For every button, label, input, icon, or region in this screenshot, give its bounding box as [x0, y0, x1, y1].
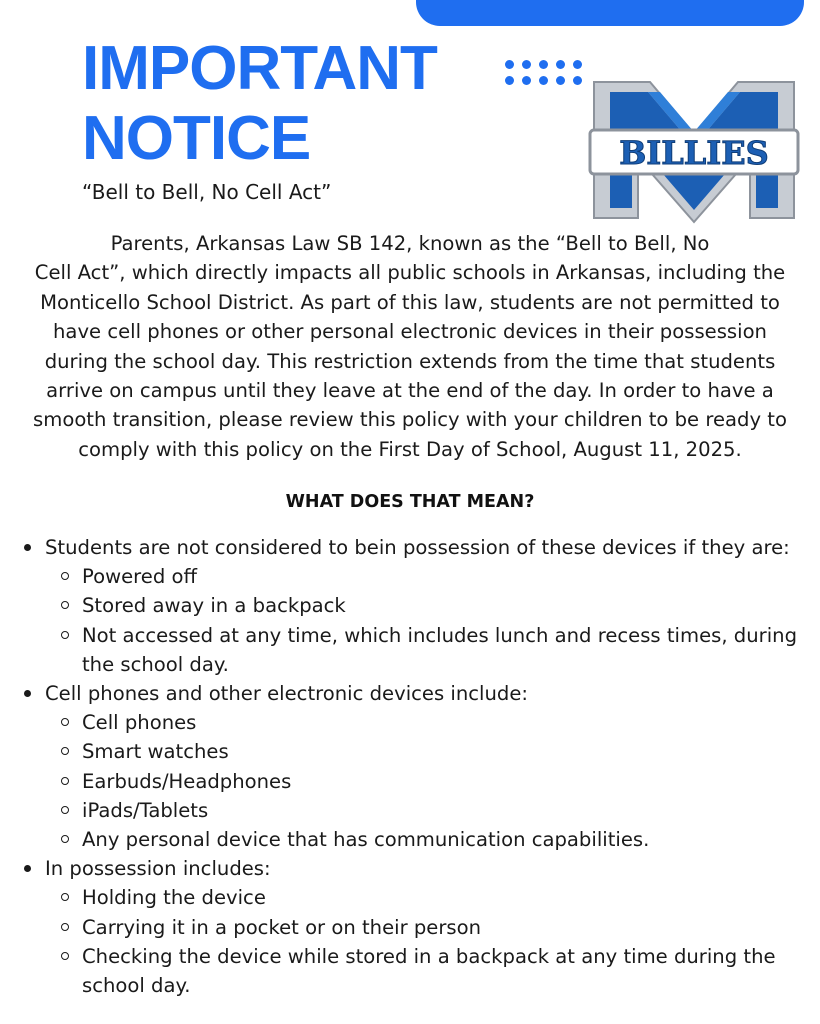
top-accent-bar — [416, 0, 804, 26]
dot — [573, 76, 582, 85]
dot — [539, 60, 548, 69]
sub-item: Earbuds/Headphones — [45, 767, 810, 796]
policy-bullet-list — [20, 533, 810, 1000]
decorative-dots — [505, 60, 593, 85]
intro-line: comply with this policy on the First Day of School, August 11, 2025. — [78, 437, 742, 461]
intro-paragraph — [10, 229, 810, 464]
dot — [573, 60, 582, 69]
dot — [522, 60, 531, 69]
sub-item: iPads/Tablets — [45, 796, 810, 825]
dot — [556, 76, 565, 85]
sub-list — [45, 562, 810, 679]
sub-item: Smart watches — [45, 737, 810, 766]
sub-item: Stored away in a backpack — [45, 591, 810, 620]
intro-line: Monticello School District. As part of this law, students are not permitted to — [40, 290, 780, 314]
sub-item: Powered off — [45, 562, 810, 591]
sub-item: Holding the device — [45, 883, 810, 912]
intro-line: during the school day. This restriction extends from the time that students — [44, 349, 776, 373]
notice-title-line-2: NOTICE — [82, 104, 311, 173]
sub-item: Carrying it in a pocket or on their person — [45, 913, 810, 942]
sub-list — [45, 708, 810, 854]
sub-item: Any personal device that has communication capabilities. — [45, 825, 810, 854]
dot — [522, 76, 531, 85]
bullet-text: Cell phones and other electronic devices include: — [45, 682, 528, 706]
bullet-text: In possession includes: — [45, 857, 271, 881]
intro-line: Parents, Arkansas Law SB 142, known as the “Bell to Bell, No — [110, 232, 710, 255]
bullet-item — [20, 854, 810, 1000]
act-subtitle: “Bell to Bell, No Cell Act” — [82, 180, 332, 204]
intro-line: have cell phones or other personal electronic devices in their possession — [53, 320, 767, 344]
section-heading: WHAT DOES THAT MEAN? — [285, 492, 535, 512]
bullet-item — [20, 679, 810, 854]
sub-item: Checking the device while stored in a backpack at any time during the school day. — [45, 942, 810, 1000]
sub-item: Not accessed at any time, which includes lunch and recess times, during the school day. — [45, 621, 810, 679]
dot — [505, 76, 514, 85]
dot — [505, 60, 514, 69]
intro-line: arrive on campus until they leave at the end of the day. In order to have a — [46, 379, 774, 403]
bullet-text: Students are not considered to bein possession of these devices if they are: — [45, 536, 790, 559]
notice-title-line-1: IMPORTANT — [82, 34, 437, 103]
dot — [539, 76, 548, 85]
intro-line: smooth transition, please review this policy with your children to be ready to — [33, 408, 787, 432]
intro-line: Cell Act”, which directly impacts all public schools in Arkansas, including the — [34, 261, 786, 285]
billies-m-logo — [586, 76, 802, 224]
logo-banner-text: BILLIES — [619, 134, 769, 172]
bullet-item — [20, 533, 810, 679]
sub-list — [45, 883, 810, 1000]
sub-item: Cell phones — [45, 708, 810, 737]
dot — [556, 60, 565, 69]
